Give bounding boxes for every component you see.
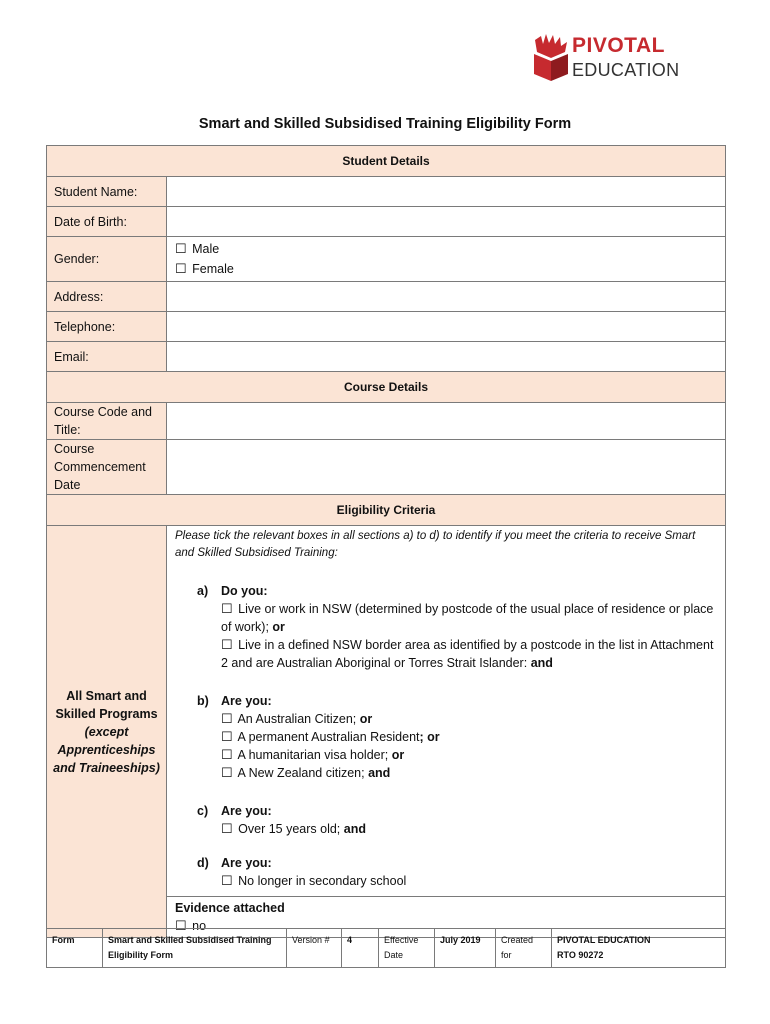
criteria-option-over-15[interactable] <box>221 820 717 838</box>
footer-organisation <box>552 929 726 968</box>
criteria-option-citizen[interactable] <box>221 710 717 728</box>
criteria-option-permanent-resident[interactable] <box>221 728 717 746</box>
course-code-field[interactable] <box>167 403 726 440</box>
checkbox-icon[interactable]: ☐ <box>221 747 233 762</box>
footer-effective-label: Effective Date <box>379 929 435 968</box>
checkbox-icon[interactable]: ☐ <box>221 873 233 888</box>
evidence-option-text: no <box>192 919 207 933</box>
course-code-label: Course Code and Title: <box>47 403 167 440</box>
email-label: Email: <box>47 342 167 372</box>
criteria-cell <box>167 526 726 897</box>
criteria-section-c <box>197 802 717 838</box>
course-commencement-label: Course Commencement Date <box>47 440 167 495</box>
criteria-option-nz-citizen[interactable] <box>221 764 717 782</box>
section-question: Are you: <box>221 856 272 870</box>
footer-version-value: 4 <box>342 929 379 968</box>
gender-female-label: Female <box>192 262 234 276</box>
logo-text-education: EDUCATION <box>572 60 680 80</box>
eligibility-criteria-header: Eligibility Criteria <box>47 495 726 526</box>
student-name-label: Student Name: <box>47 177 167 207</box>
option-text: A permanent Australian Resident <box>237 730 420 744</box>
footer-effective-value: July 2019 <box>435 929 496 968</box>
checkbox-icon[interactable]: ☐ <box>221 637 233 652</box>
student-name-field[interactable] <box>167 177 726 207</box>
email-field[interactable] <box>167 342 726 372</box>
student-details-header: Student Details <box>47 146 726 177</box>
evidence-label: Evidence attached <box>175 901 285 915</box>
criteria-option-not-in-school[interactable] <box>221 872 717 890</box>
criteria-section-a <box>197 582 717 672</box>
checkbox-icon[interactable]: ☐ <box>221 821 233 836</box>
option-text: An Australian Citizen; <box>237 712 357 726</box>
pivotal-education-logo <box>532 34 682 84</box>
section-letter: b) <box>197 694 209 708</box>
option-conjunction: and <box>530 656 553 670</box>
book-flame-icon <box>532 34 570 82</box>
criteria-option-border-area[interactable] <box>221 636 717 672</box>
option-conjunction: or <box>272 620 285 634</box>
course-details-header: Course Details <box>47 372 726 403</box>
checkbox-icon[interactable]: ☐ <box>175 918 187 933</box>
document-control-footer <box>46 928 726 968</box>
option-text: A New Zealand citizen; <box>237 766 365 780</box>
footer-org-name: PIVOTAL EDUCATION <box>557 935 651 945</box>
option-text: Live or work in NSW (determined by postcode of the usual place of residence or place of work); <box>221 602 714 634</box>
option-conjunction: or <box>391 748 405 762</box>
logo-text-pivotal: PIVOTAL <box>572 34 665 57</box>
footer-rto-number: RTO 90272 <box>557 950 604 960</box>
checkbox-icon[interactable]: ☐ <box>175 261 187 276</box>
eligibility-form-table <box>46 145 726 938</box>
checkbox-icon[interactable]: ☐ <box>175 241 187 256</box>
gender-option-male[interactable] <box>175 239 717 259</box>
dob-label: Date of Birth: <box>47 207 167 237</box>
option-conjunction: and <box>368 766 391 780</box>
gender-label: Gender: <box>47 237 167 282</box>
course-commencement-field[interactable] <box>167 440 726 495</box>
dob-field[interactable] <box>167 207 726 237</box>
section-letter: c) <box>197 804 209 818</box>
option-text: Over 15 years old; <box>238 822 341 836</box>
section-question: Are you: <box>221 694 272 708</box>
section-letter: d) <box>197 856 209 870</box>
gender-options <box>167 237 726 282</box>
program-scope-main: All Smart and Skilled Programs <box>55 688 158 721</box>
checkbox-icon[interactable]: ☐ <box>221 711 233 726</box>
section-letter: a) <box>197 584 209 598</box>
address-field[interactable] <box>167 282 726 312</box>
option-text: Live in a defined NSW border area as identified by a postcode in the list in Attachment 2 and are Australian Aboriginal or Torres Strait Islander: <box>221 638 714 670</box>
footer-version-label: Version # <box>287 929 342 968</box>
checkbox-icon[interactable]: ☐ <box>221 765 233 780</box>
gender-male-label: Male <box>192 242 220 256</box>
section-question: Do you: <box>221 584 268 598</box>
option-text: No longer in secondary school <box>238 874 407 888</box>
criteria-section-d <box>197 854 717 890</box>
criteria-option-humanitarian-visa[interactable] <box>221 746 717 764</box>
section-question: Are you: <box>221 804 272 818</box>
footer-form-label: Form <box>47 929 103 968</box>
program-scope-exception: (except Apprenticeships and Traineeships) <box>53 724 160 775</box>
address-label: Address: <box>47 282 167 312</box>
option-conjunction: or <box>359 712 373 726</box>
option-text: A humanitarian visa holder; <box>237 748 389 762</box>
program-scope-label <box>47 526 167 938</box>
checkbox-icon[interactable]: ☐ <box>221 729 233 744</box>
gender-option-female[interactable] <box>175 259 717 279</box>
criteria-option-live-work-nsw[interactable] <box>221 600 717 636</box>
form-title: Smart and Skilled Subsidised Training Eligibility Form <box>198 116 572 132</box>
criteria-section-b <box>197 692 717 782</box>
option-conjunction: ; or <box>419 730 440 744</box>
checkbox-icon[interactable]: ☐ <box>221 601 233 616</box>
option-conjunction: and <box>343 822 366 836</box>
criteria-instructions: Please tick the relevant boxes in all sections a) to d) to identify if you meet the criteria to receive Smart and Skilled Subsidised Training: <box>175 530 696 559</box>
telephone-field[interactable] <box>167 312 726 342</box>
footer-created-label: Created for <box>496 929 552 968</box>
telephone-label: Telephone: <box>47 312 167 342</box>
footer-form-name: Smart and Skilled Subsidised Training Eligibility Form <box>103 929 287 968</box>
